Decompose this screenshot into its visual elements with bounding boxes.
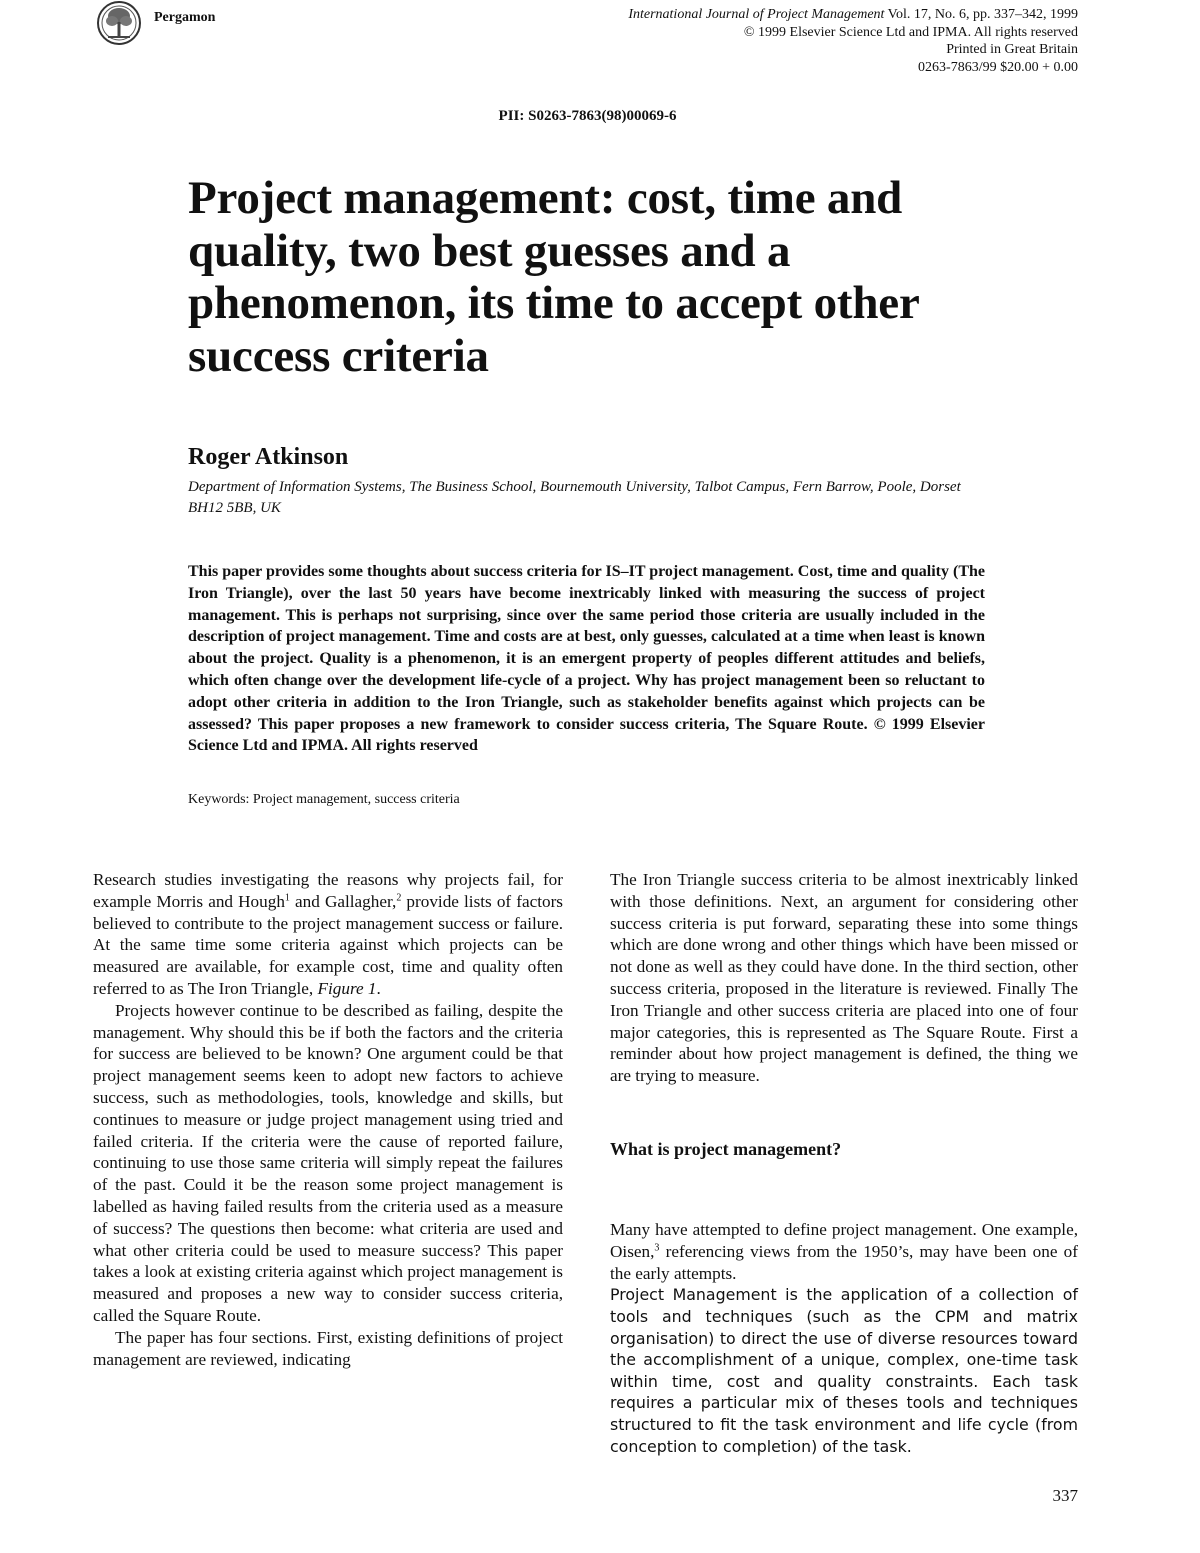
author-name: Roger Atkinson — [188, 444, 349, 470]
pii: PII: S0263-7863(98)00069-6 — [498, 108, 677, 124]
keywords: Keywords: Project management, success criteria — [188, 792, 460, 807]
printed-line: Printed in Great Britain — [946, 42, 1078, 57]
body-paragraph-3: The paper has four sections. First, existing definitions of project management are reviewed, indicating — [93, 1327, 563, 1369]
pergamon-tree-logo-icon — [90, 0, 148, 46]
column-spacer — [610, 1087, 1078, 1138]
journal-name: International Journal of Project Management — [628, 7, 885, 22]
citation-ref[interactable]: 3 — [654, 1242, 660, 1254]
journal-header — [628, 6, 1078, 76]
author-affiliation: Department of Information Systems, The Business School, Bournemouth University, Talbot Campus, Fern Barrow, Poole, Dorset BH12 5BB, UK — [188, 479, 961, 516]
paragraph-text: Research studies investigating the reasons why projects fail, for example Morris and Hough — [93, 870, 563, 911]
issn-line: 0263-7863/99 $20.00 + 0.00 — [918, 59, 1078, 75]
paragraph-text: . — [376, 978, 381, 998]
citation-ref[interactable]: 1 — [284, 892, 290, 904]
block-quote: Project Management is the application of a collection of tools and techniques (such as the CPM and matrix organisation) to direct the use of diverse resources toward the accomplishment of a unique, complex, one-time task within time, cost and quality constraints. Each task requires a particular mix of theses tools and techniques structured to fit the task environment and life cycle (from conception to completion) of the task. — [610, 1285, 1078, 1456]
left-column — [93, 869, 563, 1370]
page-number: 337 — [1052, 1486, 1078, 1505]
copyright-line: © 1999 Elsevier Science Ltd and IPMA. All rights reserved — [743, 24, 1078, 40]
body-paragraph-4 — [610, 1219, 1078, 1284]
article-title: Project management: cost, time and quality, two best guesses and a phenomenon, its time to accept other success criteria — [188, 172, 919, 382]
section-heading: What is project management? — [610, 1138, 842, 1159]
paragraph-text: Many have attempted to define project management. One example, Oisen, — [610, 1220, 1078, 1261]
body-paragraph-3-continued: The Iron Triangle success criteria to be almost inextricably linked with those definitions. Next, an argument for considering other success criteria is put forward, separating these into some things which are done wrong and other things which have been missed or not done as well as they could have done. In the third section, other success criteria, proposed in the literature is reviewed. Finally The Iron Triangle and other success criteria are placed into one of four major categories, this is represented as The Square Route. First a reminder about how project management is defined, the thing we are trying to measure. — [610, 870, 1078, 1086]
abstract: This paper provides some thoughts about success criteria for IS–IT project management. Cost, time and quality (The Iron Triangle), over the last 50 years have become inextricably linked with measuring the success of project management. This is perhaps not surprising, since over the same period those criteria are usually included in the description of project management. Time and costs are at best, only guesses, calculated at a time when least is known about the project. Quality is a phenomenon, it is an emergent property of peoples different attitudes and beliefs, which often change over the development life-cycle of a project. Why has project management been so reluctant to adopt other criteria in addition to the Iron Triangle, such as stakeholder benefits against which projects can be assessed? This paper proposes a new framework to consider success criteria, The Square Route. © 1999 Elsevier Science Ltd and IPMA. All rights reserved — [188, 563, 985, 755]
right-column-section — [610, 1219, 1078, 1457]
citation-ref[interactable]: 2 — [396, 892, 402, 904]
right-column — [610, 869, 1078, 1160]
volume-info: Vol. 17, No. 6, pp. 337–342, 1999 — [884, 7, 1078, 22]
paragraph-text: and Gallagher, — [289, 891, 397, 911]
publisher-name: Pergamon — [154, 10, 216, 25]
paragraph-text: referencing views from the 1950’s, may have been one of the early attempts. — [610, 1241, 1078, 1283]
body-paragraph-1 — [93, 869, 563, 1000]
journal-citation — [628, 6, 1078, 24]
figure-ref[interactable]: Figure 1 — [317, 978, 377, 998]
paragraph-text: provide lists of factors believed to contribute to the project management success or failure. At the same time some criteria against which projects can be measured are available, for example cost, time and quality often referred to as The Iron Triangle, — [93, 891, 564, 998]
publisher-logo — [90, 0, 240, 46]
body-paragraph-2: Projects however continue to be described as failing, despite the management. Why should this be if both the factors and the criteria for success are believed to be known? One argument could be that project management seems keen to adopt new factors to achieve success, such as methodologies, tools, knowledge and skills, but continues to measure or judge project management using tried and failed criteria. If the criteria were the cause of reported failure, continuing to use those same criteria will simply repeat the failures of the past. Could it be the reason some project management is labelled as having failed results from the criteria used as a measure of success? The questions then become: what criteria are used and what other criteria could be used to measure success? This paper takes a look at existing criteria against which project management is measured and proposes a new way to consider success criteria, called the Square Route. — [93, 1000, 563, 1325]
